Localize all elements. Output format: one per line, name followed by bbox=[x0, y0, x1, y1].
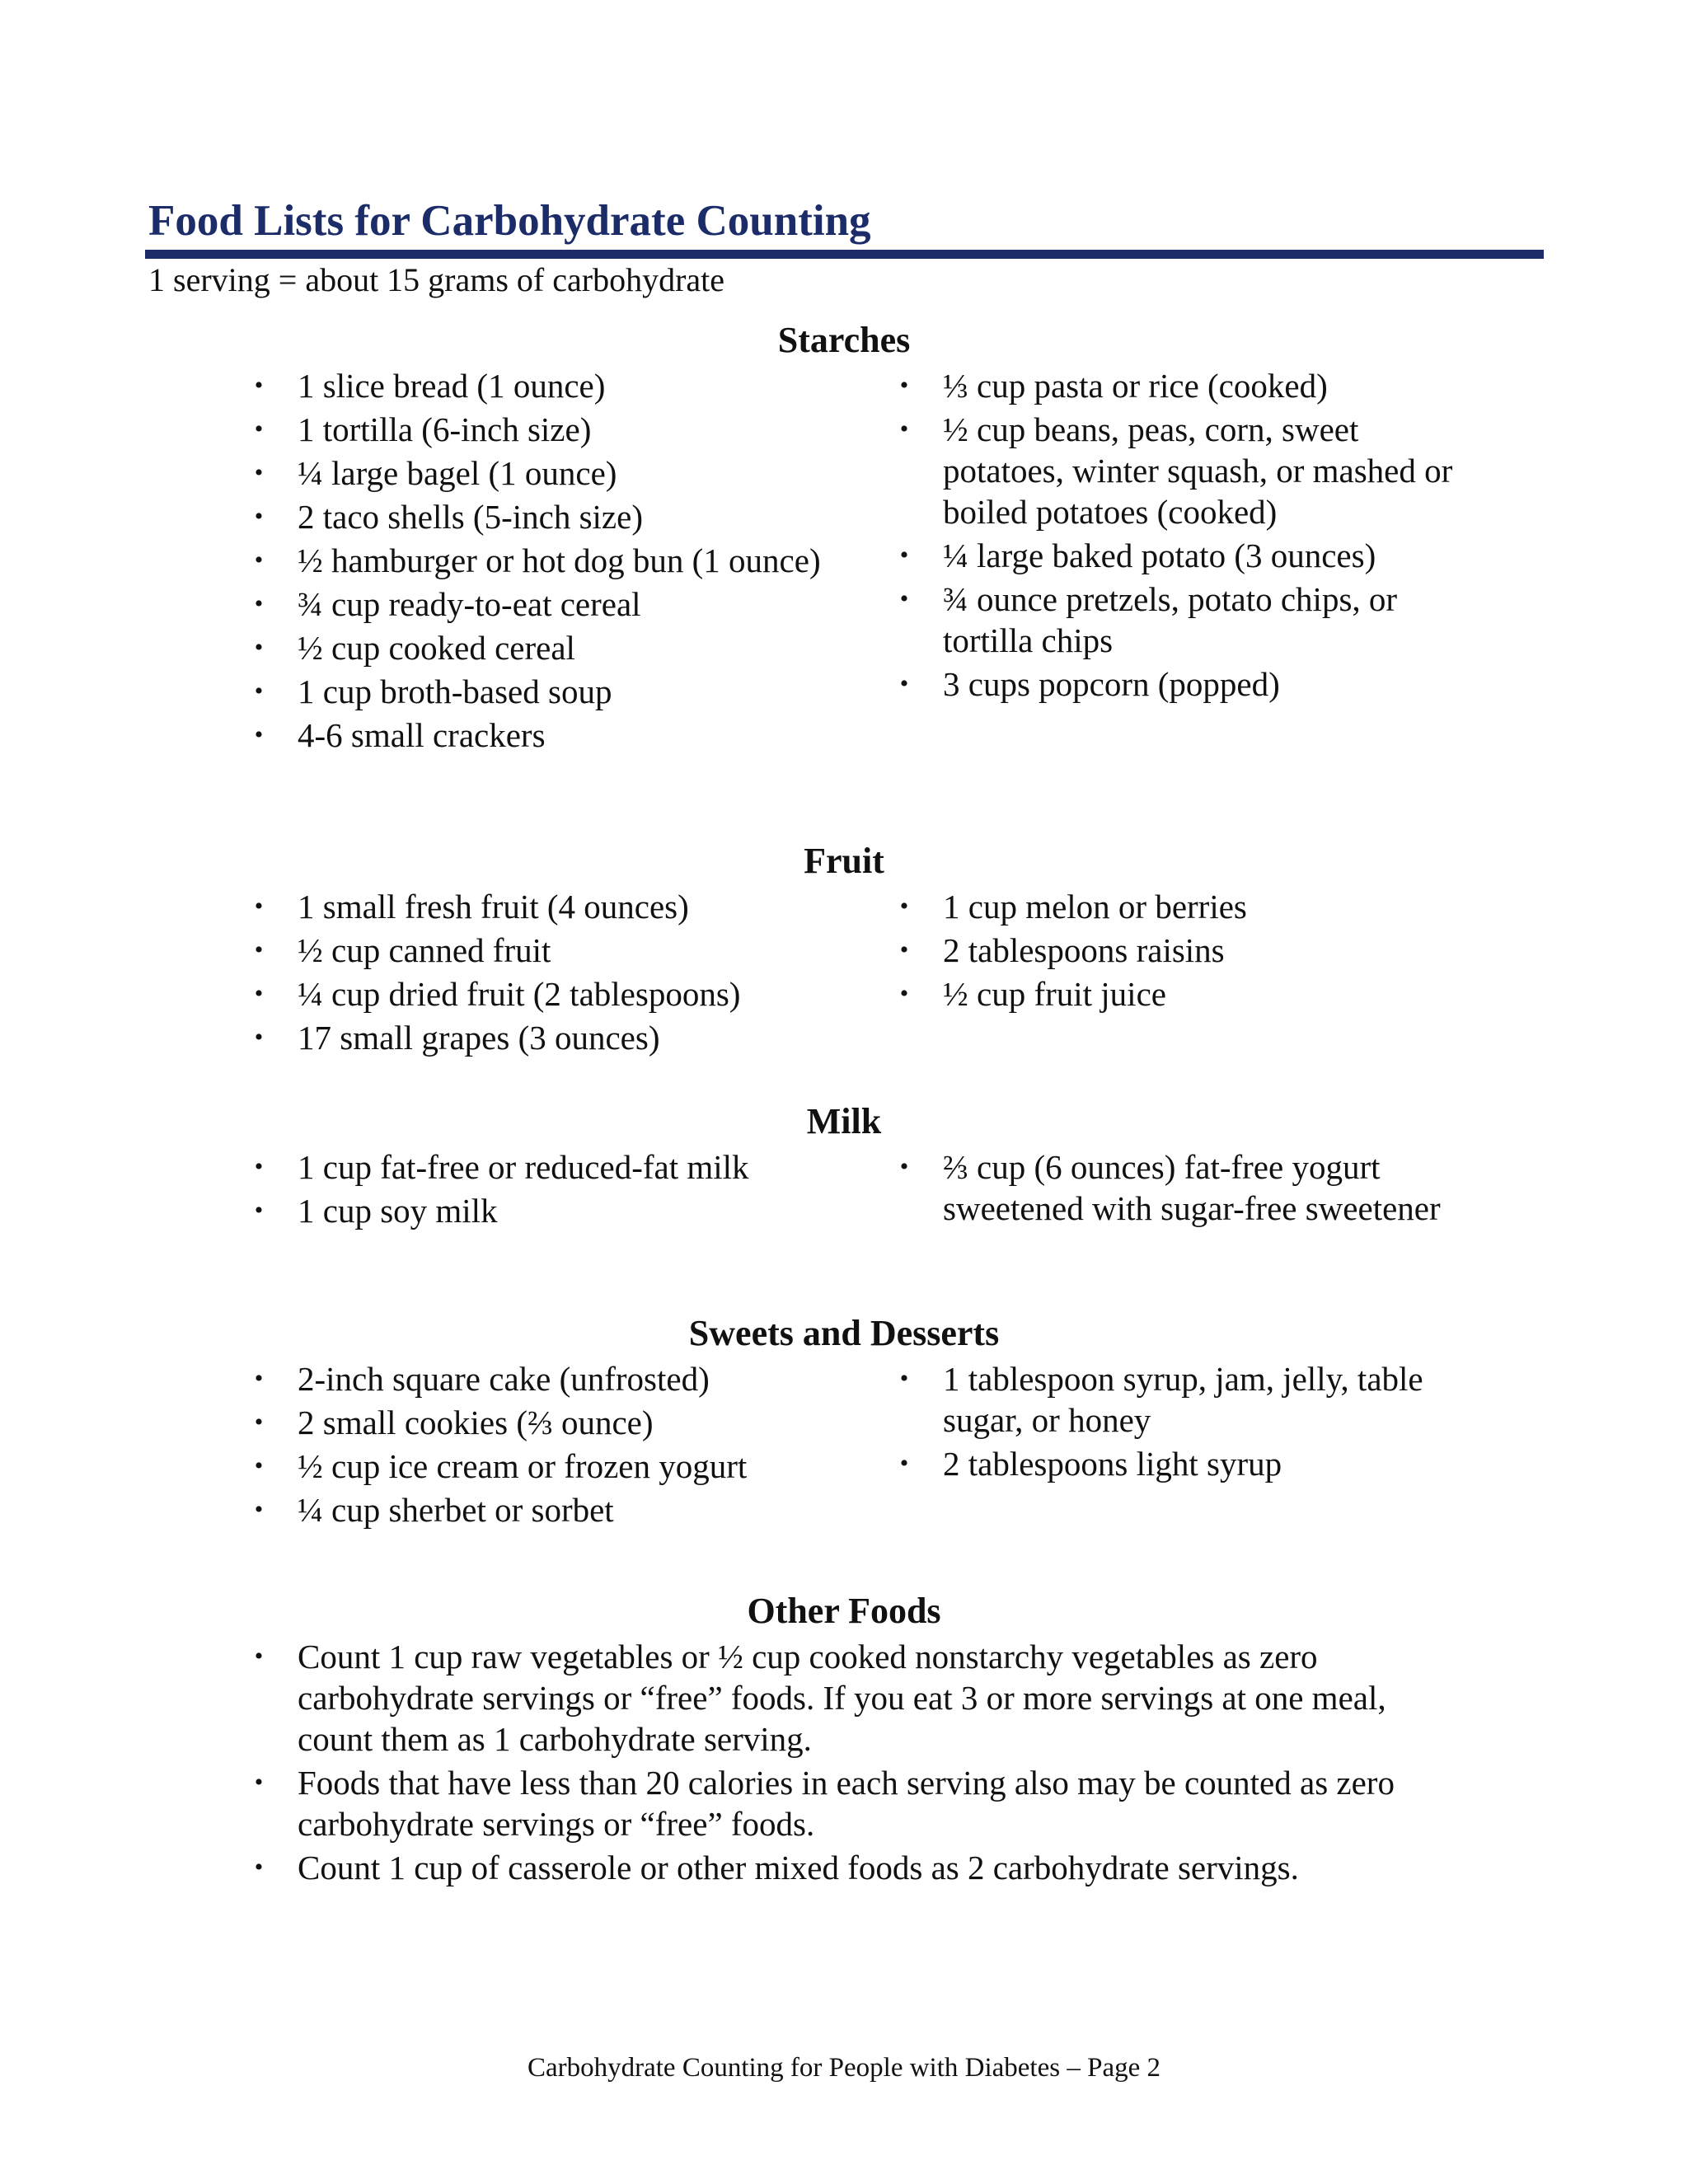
list-item-text: ½ cup beans, peas, corn, sweet potatoes, winter squash, or mashed or boiled potatoes (cooked) bbox=[943, 410, 1453, 531]
list-item-text: 1 slice bread (1 ounce) bbox=[298, 367, 606, 405]
fruit-left-list bbox=[254, 886, 874, 1061]
list-item-text: 2 taco shells (5-inch size) bbox=[298, 498, 643, 536]
list-item bbox=[254, 1190, 874, 1231]
list-item bbox=[254, 1847, 1451, 1888]
list-item bbox=[899, 973, 1470, 1015]
list-item-text: ¼ large baked potato (3 ounces) bbox=[943, 537, 1376, 574]
bullet-icon: • bbox=[254, 1452, 264, 1479]
other-foods-list bbox=[254, 1636, 1451, 1891]
bullet-icon: • bbox=[899, 980, 909, 1007]
bullet-icon: • bbox=[899, 1153, 909, 1180]
list-item bbox=[254, 1446, 874, 1487]
list-item bbox=[254, 452, 874, 494]
starches-right-list bbox=[899, 365, 1470, 707]
milk-heading: Milk bbox=[806, 1101, 882, 1141]
list-item-text: 4-6 small crackers bbox=[298, 716, 546, 754]
list-item-text: 1 cup melon or berries bbox=[943, 888, 1247, 926]
list-item bbox=[899, 1443, 1470, 1484]
fruit-heading: Fruit bbox=[804, 841, 884, 881]
list-item-text: ¼ large bagel (1 ounce) bbox=[298, 454, 617, 492]
list-item bbox=[254, 627, 874, 668]
list-item-text: 1 tortilla (6-inch size) bbox=[298, 410, 592, 448]
list-item bbox=[899, 579, 1470, 661]
list-item-text: Foods that have less than 20 calories in each serving also may be counted as zero carbohydrate servings or “free” foods. bbox=[298, 1764, 1395, 1843]
list-item bbox=[254, 1636, 1451, 1760]
list-item-text: 1 cup broth-based soup bbox=[298, 673, 612, 710]
list-item bbox=[899, 409, 1470, 532]
list-item-text: ⅔ cup (6 ounces) fat-free yogurt sweetened with sugar-free sweetener bbox=[943, 1148, 1441, 1227]
sweets-left-list bbox=[254, 1358, 874, 1533]
page-footer: Carbohydrate Counting for People with Diabetes – Page 2 bbox=[527, 2053, 1160, 2083]
list-item bbox=[254, 583, 874, 625]
bullet-icon: • bbox=[254, 634, 264, 661]
list-item bbox=[899, 1358, 1470, 1441]
bullet-icon: • bbox=[254, 1153, 264, 1180]
list-item bbox=[899, 886, 1470, 927]
list-item-text: 1 small fresh fruit (4 ounces) bbox=[298, 888, 689, 926]
bullet-icon: • bbox=[254, 1854, 264, 1881]
bullet-icon: • bbox=[899, 1450, 909, 1477]
list-item-text: ½ cup cooked cereal bbox=[298, 629, 575, 667]
list-item bbox=[254, 671, 874, 712]
page-title: Food Lists for Carbohydrate Counting bbox=[148, 197, 871, 245]
bullet-icon: • bbox=[254, 415, 264, 443]
milk-right-list bbox=[899, 1146, 1470, 1231]
list-item-text: 2 small cookies (⅔ ounce) bbox=[298, 1404, 654, 1441]
list-item bbox=[254, 1489, 874, 1530]
bullet-icon: • bbox=[899, 893, 909, 920]
bullet-icon: • bbox=[899, 372, 909, 399]
list-item bbox=[254, 973, 874, 1015]
list-item bbox=[254, 365, 874, 406]
title-rule bbox=[145, 250, 1544, 259]
list-item-text: 1 cup soy milk bbox=[298, 1192, 498, 1230]
list-item bbox=[899, 1146, 1470, 1229]
bullet-icon: • bbox=[899, 670, 909, 697]
bullet-icon: • bbox=[254, 546, 264, 574]
list-item-text: ½ cup fruit juice bbox=[943, 975, 1166, 1013]
bullet-icon: • bbox=[254, 980, 264, 1007]
bullet-icon: • bbox=[254, 590, 264, 617]
bullet-icon: • bbox=[254, 503, 264, 530]
list-item bbox=[254, 886, 874, 927]
bullet-icon: • bbox=[899, 936, 909, 963]
list-item-text: 1 cup fat-free or reduced-fat milk bbox=[298, 1148, 749, 1186]
bullet-icon: • bbox=[254, 1365, 264, 1392]
list-item bbox=[254, 409, 874, 450]
list-item bbox=[254, 1762, 1451, 1844]
bullet-icon: • bbox=[899, 541, 909, 569]
milk-left-list bbox=[254, 1146, 874, 1234]
list-item-text: ¾ ounce pretzels, potato chips, or tortilla chips bbox=[943, 580, 1398, 659]
bullet-icon: • bbox=[899, 585, 909, 612]
list-item-text: 17 small grapes (3 ounces) bbox=[298, 1019, 660, 1057]
bullet-icon: • bbox=[254, 1197, 264, 1224]
bullet-icon: • bbox=[254, 1769, 264, 1796]
list-item-text: ¼ cup sherbet or sorbet bbox=[298, 1491, 614, 1529]
list-item bbox=[899, 535, 1470, 576]
list-item-text: ½ cup ice cream or frozen yogurt bbox=[298, 1447, 748, 1485]
list-item-text: ½ hamburger or hot dog bun (1 ounce) bbox=[298, 541, 821, 579]
list-item bbox=[254, 496, 874, 537]
bullet-icon: • bbox=[254, 721, 264, 748]
list-item-text: ½ cup canned fruit bbox=[298, 931, 551, 969]
sweets-right-list bbox=[899, 1358, 1470, 1487]
fruit-right-list bbox=[899, 886, 1470, 1017]
page-subtitle: 1 serving = about 15 grams of carbohydrate bbox=[148, 261, 725, 298]
other-foods-heading: Other Foods bbox=[747, 1591, 941, 1631]
list-item bbox=[899, 365, 1470, 406]
list-item-text: ⅓ cup pasta or rice (cooked) bbox=[943, 367, 1328, 405]
bullet-icon: • bbox=[254, 1024, 264, 1051]
list-item bbox=[254, 1146, 874, 1188]
list-item bbox=[899, 663, 1470, 705]
bullet-icon: • bbox=[254, 677, 264, 705]
bullet-icon: • bbox=[254, 1408, 264, 1436]
list-item-text: 1 tablespoon syrup, jam, jelly, table sugar, or honey bbox=[943, 1360, 1423, 1439]
list-item-text: 2-inch square cake (unfrosted) bbox=[298, 1360, 710, 1398]
bullet-icon: • bbox=[899, 1365, 909, 1392]
bullet-icon: • bbox=[254, 1496, 264, 1523]
list-item bbox=[254, 1358, 874, 1399]
bullet-icon: • bbox=[254, 372, 264, 399]
bullet-icon: • bbox=[254, 1643, 264, 1670]
list-item bbox=[254, 1402, 874, 1443]
list-item bbox=[254, 715, 874, 756]
list-item-text: Count 1 cup of casserole or other mixed foods as 2 carbohydrate servings. bbox=[298, 1849, 1299, 1886]
list-item-text: ¼ cup dried fruit (2 tablespoons) bbox=[298, 975, 741, 1013]
bullet-icon: • bbox=[254, 936, 264, 963]
list-item bbox=[254, 930, 874, 971]
list-item-text: Count 1 cup raw vegetables or ½ cup cooked nonstarchy vegetables as zero carbohydrate servings or “free” foods. If you eat 3 or more servings at one meal, count them as 1 carbohydrate serving. bbox=[298, 1638, 1386, 1758]
list-item-text: 2 tablespoons raisins bbox=[943, 931, 1225, 969]
bullet-icon: • bbox=[899, 415, 909, 443]
list-item bbox=[254, 1017, 874, 1058]
list-item bbox=[254, 540, 874, 581]
list-item-text: 3 cups popcorn (popped) bbox=[943, 665, 1280, 703]
bullet-icon: • bbox=[254, 893, 264, 920]
bullet-icon: • bbox=[254, 459, 264, 486]
sweets-heading: Sweets and Desserts bbox=[688, 1313, 1000, 1353]
list-item-text: ¾ cup ready-to-eat cereal bbox=[298, 585, 641, 623]
list-item bbox=[899, 930, 1470, 971]
starches-left-list bbox=[254, 365, 874, 758]
starches-heading: Starches bbox=[777, 320, 911, 360]
list-item-text: 2 tablespoons light syrup bbox=[943, 1445, 1282, 1483]
